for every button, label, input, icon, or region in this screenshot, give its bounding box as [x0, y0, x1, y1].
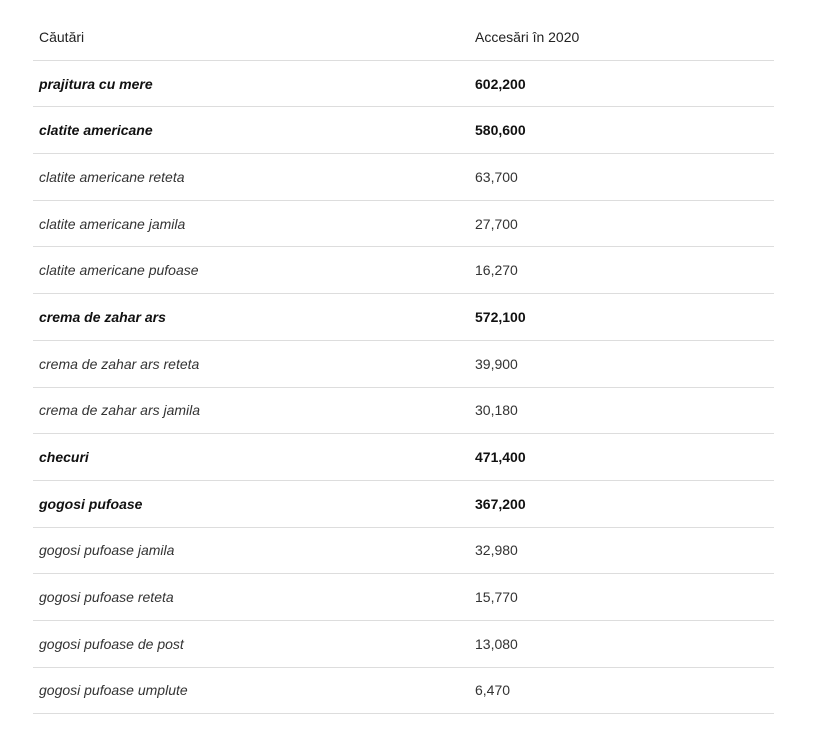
query-cell: gogosi pufoase: [39, 495, 143, 512]
table-row: [33, 294, 774, 341]
count-cell: 572,100: [475, 308, 526, 325]
query-cell: crema de zahar ars: [39, 308, 166, 325]
table-row: [33, 668, 774, 715]
query-cell: crema de zahar ars reteta: [39, 355, 200, 372]
table-row: [33, 388, 774, 435]
table-row: [33, 107, 774, 154]
count-cell: 602,200: [475, 75, 526, 92]
query-cell: prajitura cu mere: [39, 75, 153, 92]
count-cell: 15,770: [475, 589, 518, 606]
table-row: [33, 201, 774, 248]
table-row: [33, 61, 774, 108]
query-cell: gogosi pufoase umplute: [39, 682, 188, 699]
count-cell: 27,700: [475, 215, 518, 232]
query-cell: checuri: [39, 449, 89, 466]
table-row: [33, 247, 774, 294]
query-cell: gogosi pufoase jamila: [39, 542, 175, 559]
count-cell: 580,600: [475, 122, 526, 139]
query-cell: clatite americane pufoase: [39, 262, 199, 279]
count-cell: 63,700: [475, 168, 518, 185]
column-header-accesses: Accesări în 2020: [475, 28, 580, 45]
query-cell: clatite americane reteta: [39, 168, 185, 185]
table-row: [33, 528, 774, 575]
count-cell: 6,470: [475, 682, 511, 699]
count-cell: 471,400: [475, 449, 526, 466]
count-cell: 30,180: [475, 402, 518, 419]
query-cell: gogosi pufoase de post: [39, 635, 184, 652]
count-cell: 39,900: [475, 355, 518, 372]
search-stats-table: [33, 14, 774, 714]
table-row: [33, 434, 774, 481]
table-row: [33, 621, 774, 668]
count-cell: 13,080: [475, 635, 518, 652]
table-row: [33, 481, 774, 528]
table-header: [33, 14, 774, 61]
query-cell: gogosi pufoase reteta: [39, 589, 174, 606]
count-cell: 32,980: [475, 542, 518, 559]
table-row: [33, 341, 774, 388]
table-row: [33, 154, 774, 201]
query-cell: clatite americane: [39, 122, 153, 139]
table-row: [33, 574, 774, 621]
query-cell: clatite americane jamila: [39, 215, 186, 232]
query-cell: crema de zahar ars jamila: [39, 402, 201, 419]
count-cell: 367,200: [475, 495, 526, 512]
count-cell: 16,270: [475, 262, 518, 279]
column-header-queries: Căutări: [39, 28, 85, 45]
